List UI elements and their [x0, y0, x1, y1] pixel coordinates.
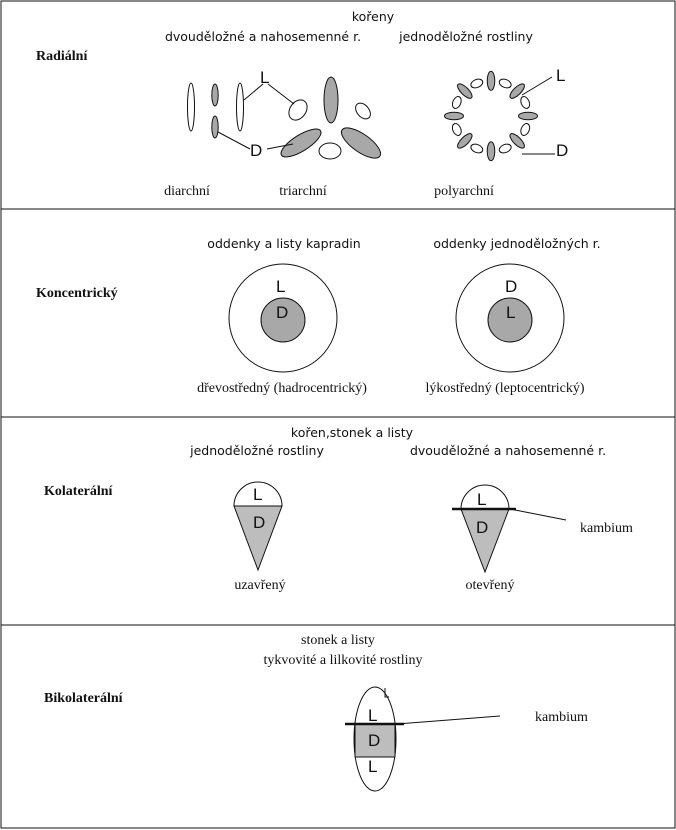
- triarch-figure: [277, 77, 385, 164]
- polyarch-phloem-strand: [519, 122, 531, 137]
- polyarch-xylem-strand: [445, 112, 464, 120]
- collateral-section: [44, 425, 633, 593]
- bicollateral-heading: Bikolaterální: [44, 691, 123, 706]
- bicollateral-title-1: stonek a listy: [301, 633, 375, 648]
- polyarch-figure: [445, 71, 538, 160]
- open-caption: otevřený: [465, 578, 515, 593]
- polyarch-phloem-strand: [470, 77, 485, 89]
- concentric-right-outer-label: D: [505, 277, 518, 296]
- polyarch-caption: polyarchní: [434, 184, 494, 199]
- radial-heading: Radiální: [36, 49, 88, 64]
- radial-dicot-title: dvouděložné a nahosemenné r.: [164, 29, 362, 44]
- polyarch-phloem-strand: [451, 122, 463, 137]
- radial-polyarch-label-l: L: [556, 66, 566, 85]
- concentric-section: [36, 236, 601, 396]
- bicollateral-section: [44, 633, 588, 791]
- bicollateral-kambium-label: kambium: [535, 710, 588, 725]
- bicollateral-label-l-top: L: [368, 706, 378, 725]
- bicollateral-label-l-bottom: L: [368, 757, 378, 776]
- concentric-left-inner-label: D: [276, 303, 289, 322]
- open-label-l: L: [477, 490, 487, 509]
- polyarch-phloem-strand: [451, 95, 463, 110]
- radial-polyarch-label-d: D: [556, 141, 569, 160]
- polyarch-phloem-strand: [519, 95, 531, 110]
- concentric-left-title: oddenky a listy kapradin: [207, 236, 361, 251]
- polyarch-phloem-strand: [470, 142, 485, 154]
- concentric-right-caption: lýkostředný (leptocentrický): [425, 381, 585, 396]
- radial-roots-title: kořeny: [351, 9, 395, 24]
- collateral-left-title: jednoděložné rostliny: [190, 443, 324, 458]
- closed-label-l: L: [253, 485, 263, 504]
- polyarch-phloem-strand: [498, 142, 513, 154]
- concentric-right-inner-label: L: [506, 303, 516, 322]
- closed-label-d: D: [253, 513, 266, 532]
- open-label-d: D: [476, 518, 489, 537]
- concentric-left-outer-label: L: [276, 277, 286, 296]
- concentric-heading: Koncentrický: [36, 286, 118, 301]
- polyarch-xylem-strand: [519, 112, 538, 120]
- collateral-heading: Kolaterální: [44, 484, 113, 499]
- polyarch-xylem-strand: [487, 142, 495, 161]
- concentric-left-caption: dřevostředný (hadrocentrický): [197, 381, 367, 396]
- bicollateral-title-2: tykvovité a lilkovité rostliny: [263, 653, 423, 668]
- polyarch-phloem-strand: [498, 77, 513, 89]
- open-collateral-bundle: [452, 485, 566, 572]
- radial-monocot-title: jednoděložné rostliny: [399, 29, 533, 44]
- concentric-right-title: oddenky jednoděložných r.: [433, 236, 601, 251]
- closed-caption: uzavřený: [234, 578, 286, 593]
- radial-diarch-label-d: D: [250, 141, 263, 160]
- collateral-kambium-label: kambium: [580, 521, 633, 536]
- bicollateral-label-d: D: [368, 731, 381, 750]
- polyarch-xylem-strand: [487, 71, 495, 90]
- collateral-top-title: kořen,stonek a listy: [290, 425, 414, 440]
- collateral-right-title: dvouděložné a nahosemenné r.: [409, 443, 607, 458]
- diarch-figure: [188, 83, 244, 138]
- radial-section: [36, 9, 568, 199]
- triarch-caption: triarchní: [279, 184, 327, 199]
- radial-diarch-label-l: L: [260, 68, 270, 87]
- radial-leader-lines: [218, 77, 555, 154]
- diarch-caption: diarchní: [164, 184, 210, 199]
